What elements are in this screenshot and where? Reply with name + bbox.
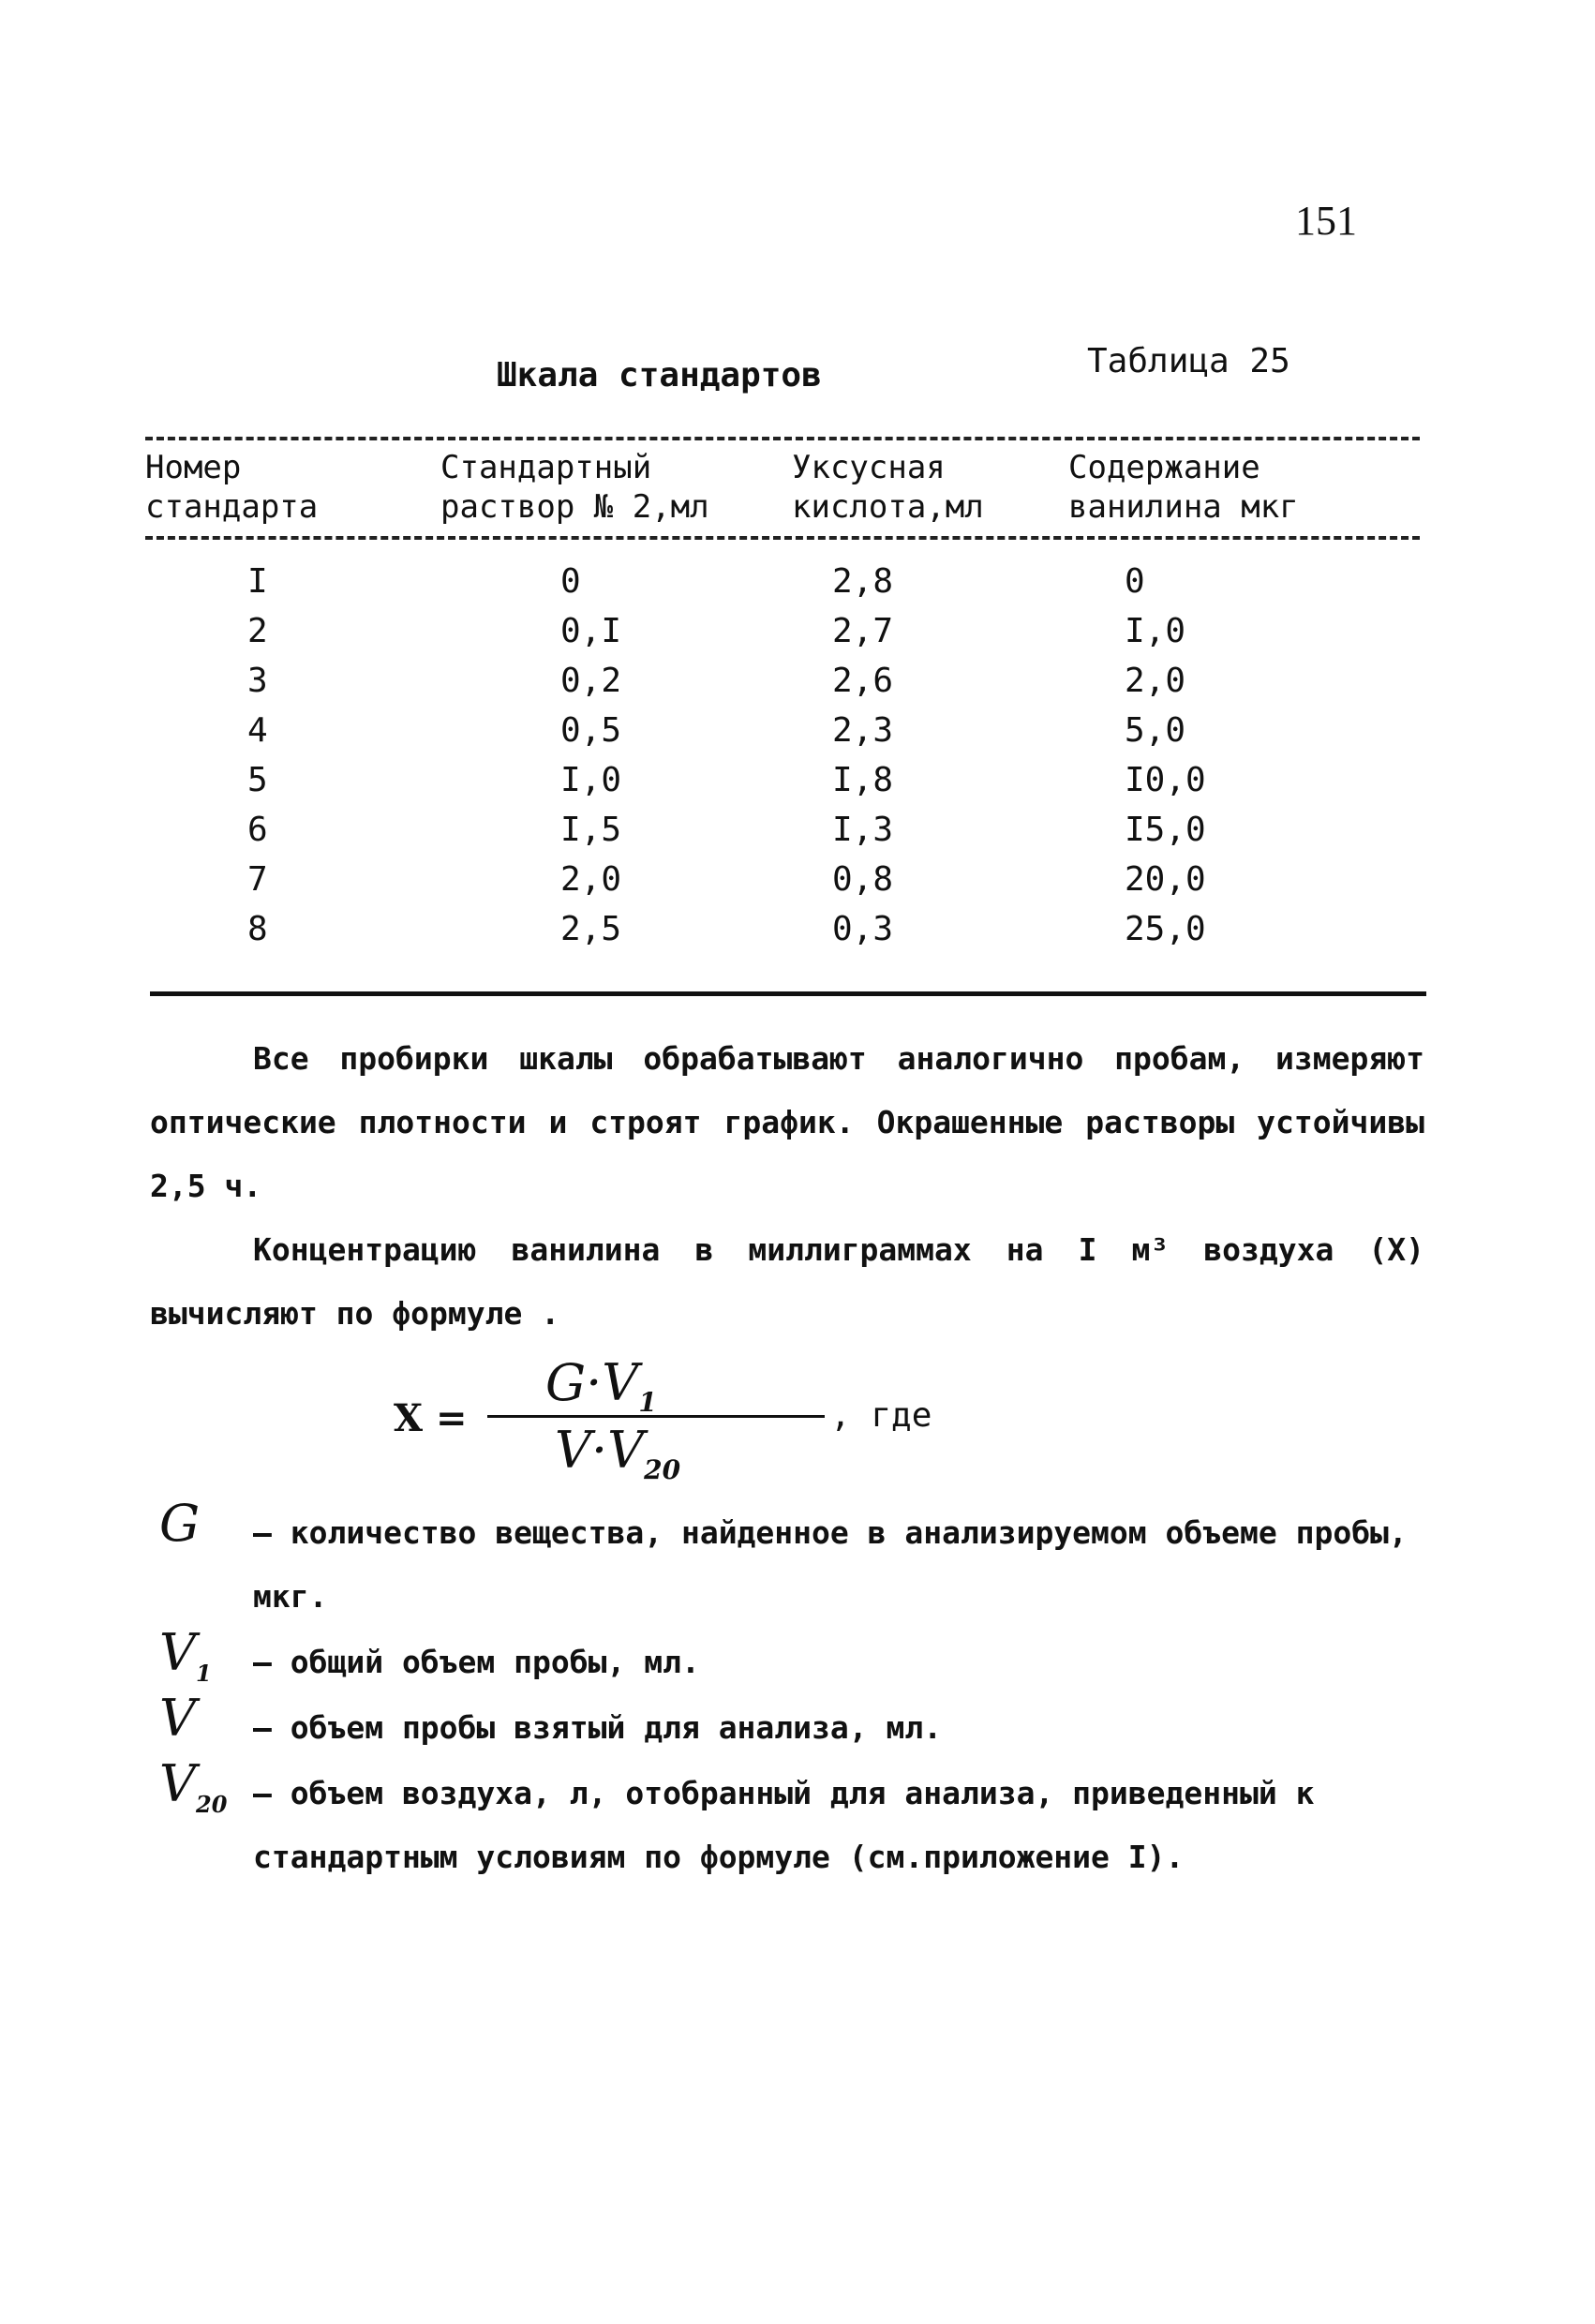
cell-number: 6 bbox=[247, 811, 268, 849]
formula-numerator bbox=[545, 1353, 657, 1418]
table-row bbox=[0, 860, 1595, 909]
table-bottom-rule bbox=[150, 991, 1426, 996]
cell-acid: 0,3 bbox=[832, 910, 894, 948]
cell-vanillin: 25,0 bbox=[1125, 910, 1206, 948]
table-row bbox=[0, 562, 1595, 611]
table-label: Таблица 25 bbox=[1087, 342, 1290, 380]
table-row bbox=[0, 910, 1595, 959]
formula-denominator bbox=[555, 1421, 680, 1485]
cell-vanillin: I0,0 bbox=[1125, 761, 1206, 799]
cell-vanillin: I5,0 bbox=[1125, 811, 1206, 849]
symbol-main: V bbox=[159, 1689, 196, 1748]
header-col-acid bbox=[792, 448, 984, 527]
definition-G bbox=[159, 1494, 1434, 1629]
formula-denominator-main: V·V bbox=[555, 1421, 645, 1480]
definition-symbol bbox=[159, 1492, 200, 1576]
cell-number: 4 bbox=[247, 711, 268, 750]
cell-vanillin: 5,0 bbox=[1125, 711, 1186, 750]
header-col-solution-line2: раствор № 2,мл bbox=[440, 488, 709, 526]
cell-vanillin: 20,0 bbox=[1125, 860, 1206, 899]
cell-vanillin: 2,0 bbox=[1125, 662, 1186, 700]
cell-solution: 0,2 bbox=[560, 662, 622, 700]
header-col-acid-line2: кислота,мл bbox=[792, 488, 984, 526]
paragraph-concentration: Концентрацию ванилина в миллиграммах на I м³ воздуха (X) вычисляют по формуле . bbox=[150, 1231, 1424, 1332]
cell-solution: 0 bbox=[560, 562, 581, 601]
table-row bbox=[0, 612, 1595, 661]
formula-lhs: X = bbox=[394, 1396, 468, 1440]
cell-acid: I,3 bbox=[832, 811, 894, 849]
formula bbox=[394, 1353, 1050, 1490]
cell-solution: 0,5 bbox=[560, 711, 622, 750]
cell-solution: 2,5 bbox=[560, 910, 622, 948]
cell-acid: 2,8 bbox=[832, 562, 894, 601]
table-header-rule bbox=[145, 536, 1420, 540]
cell-acid: 2,3 bbox=[832, 711, 894, 750]
cell-number: 3 bbox=[247, 662, 268, 700]
table-row bbox=[0, 662, 1595, 710]
header-col-number-line2: стандарта bbox=[145, 488, 319, 526]
table-top-rule bbox=[145, 437, 1420, 440]
definition-text: – объем пробы взятый для анализа, мл. bbox=[253, 1709, 943, 1746]
definition-symbol bbox=[159, 1752, 227, 1837]
cell-acid: 2,7 bbox=[832, 612, 894, 650]
cell-number: 5 bbox=[247, 761, 268, 799]
symbol-main: V bbox=[159, 1754, 196, 1813]
paragraph-procedure: Все пробирки шкалы обрабатывают аналогично пробам, измеряют оптические плотности и строят график. Окрашенные растворы устойчивы 2,5 ч. bbox=[150, 1040, 1424, 1204]
formula-where: , где bbox=[830, 1396, 932, 1435]
table-row bbox=[0, 761, 1595, 810]
definition-text: – общий объем пробы, мл. bbox=[253, 1644, 700, 1680]
cell-solution: 0,I bbox=[560, 612, 622, 650]
symbol-sub: 20 bbox=[196, 1790, 228, 1818]
definition-V bbox=[159, 1689, 1434, 1760]
cell-number: I bbox=[247, 562, 268, 601]
header-col-solution-line1: Стандартный bbox=[440, 449, 652, 486]
symbol-sub: 1 bbox=[196, 1659, 212, 1687]
table-caption: Шкала стандартов bbox=[497, 356, 822, 395]
header-col-vanillin-line2: ванилина мкг bbox=[1068, 488, 1299, 526]
header-col-acid-line1: Уксусная bbox=[792, 449, 946, 486]
formula-numerator-sub: 1 bbox=[638, 1386, 657, 1418]
cell-solution: I,0 bbox=[560, 761, 622, 799]
cell-acid: 2,6 bbox=[832, 662, 894, 700]
header-col-vanillin bbox=[1068, 448, 1299, 527]
cell-vanillin: 0 bbox=[1125, 562, 1145, 601]
header-col-number-line1: Номер bbox=[145, 449, 242, 486]
cell-acid: I,8 bbox=[832, 761, 894, 799]
definition-V1 bbox=[159, 1623, 1434, 1694]
symbol-main: V bbox=[159, 1623, 196, 1682]
header-col-vanillin-line1: Содержание bbox=[1068, 449, 1260, 486]
formula-denominator-sub: 20 bbox=[644, 1453, 681, 1485]
cell-acid: 0,8 bbox=[832, 860, 894, 899]
header-col-number bbox=[145, 448, 318, 527]
page-number: 151 bbox=[1295, 198, 1357, 244]
cell-solution: I,5 bbox=[560, 811, 622, 849]
cell-vanillin: I,0 bbox=[1125, 612, 1186, 650]
definition-text: – объем воздуха, л, отобранный для анализа, приведенный к стандартным условиям по формуле (см.приложение I). bbox=[253, 1775, 1315, 1875]
cell-number: 7 bbox=[247, 860, 268, 899]
cell-number: 8 bbox=[247, 910, 268, 948]
fraction-bar bbox=[487, 1415, 825, 1418]
definition-text: – количество вещества, найденное в анализируемом объеме пробы, мкг. bbox=[253, 1514, 1408, 1615]
table-row bbox=[0, 811, 1595, 859]
cell-solution: 2,0 bbox=[560, 860, 622, 899]
table-row bbox=[0, 711, 1595, 760]
cell-number: 2 bbox=[247, 612, 268, 650]
definition-V20 bbox=[159, 1754, 1434, 1889]
header-col-solution bbox=[440, 448, 709, 527]
symbol-main: G bbox=[159, 1494, 201, 1553]
formula-numerator-main: G·V bbox=[545, 1353, 639, 1412]
